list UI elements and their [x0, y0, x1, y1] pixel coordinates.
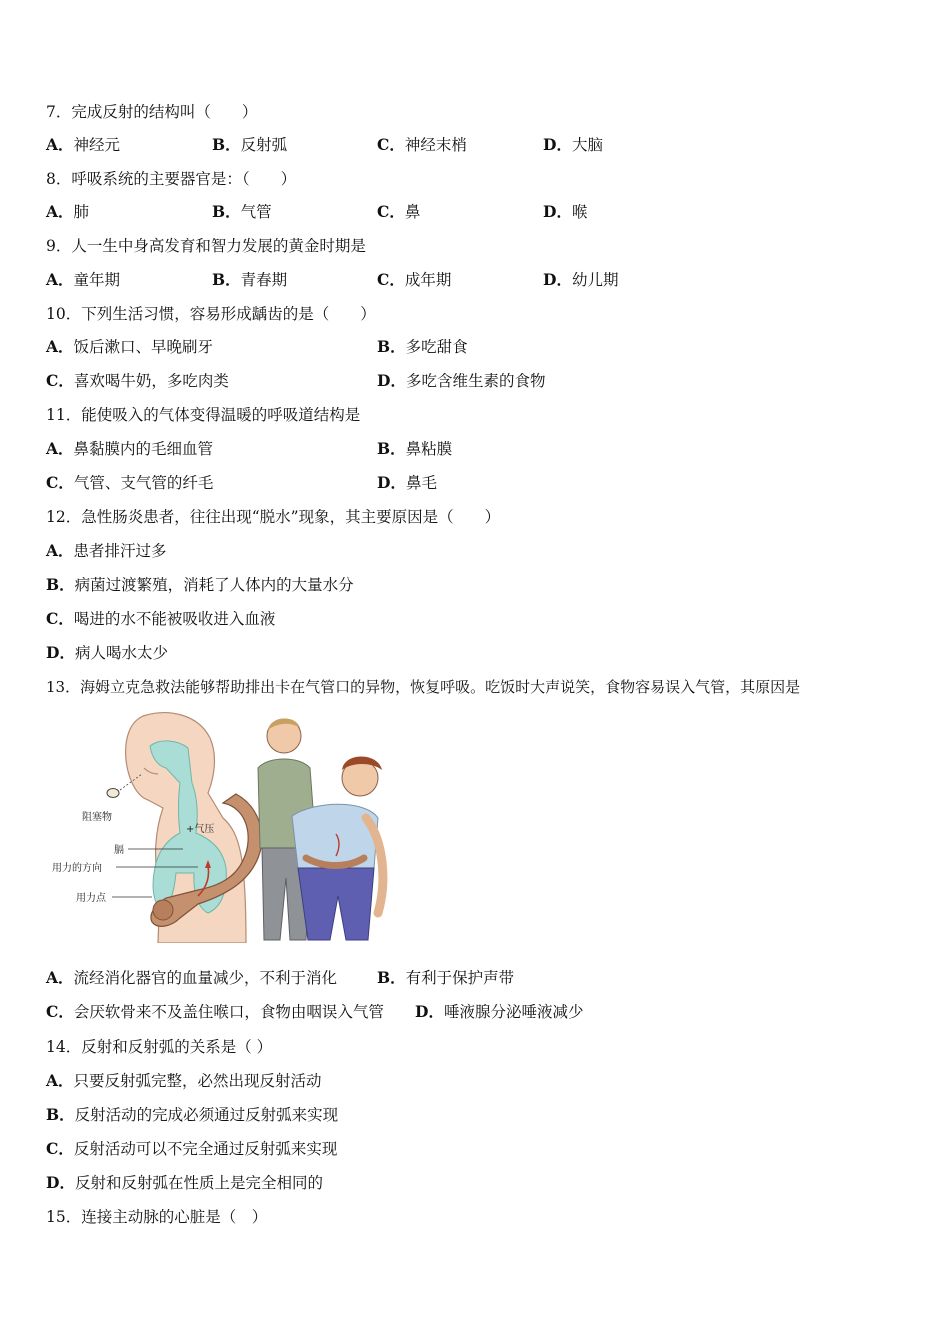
option-b[interactable]: B．病菌过渡繁殖，消耗了人体内的大量水分 — [46, 575, 354, 594]
obstruction-object — [107, 789, 119, 798]
label-force-direction: 用力的方向 — [52, 863, 102, 874]
question-14-stem: 14．反射和反射弧的关系是（ ） — [46, 1038, 273, 1056]
label-pressure: +气压 — [186, 824, 215, 835]
option-a[interactable]: A．鼻黏膜内的毛细血管 — [46, 439, 214, 458]
question-10-stem: 10．下列生活习惯，容易形成龋齿的是（ ） — [46, 305, 376, 323]
rescue-scene — [258, 718, 383, 940]
option-c[interactable]: C．神经末梢 — [377, 135, 467, 154]
option-d[interactable]: D．反射和反射弧在性质上是完全相同的 — [46, 1173, 323, 1192]
option-a[interactable]: A．童年期 — [46, 270, 121, 289]
option-b[interactable]: B．气管 — [212, 202, 272, 221]
option-a[interactable]: A．肺 — [46, 202, 90, 221]
label-force-point: 用力点 — [76, 893, 106, 904]
option-d[interactable]: D．多吃含维生素的食物 — [377, 371, 546, 390]
option-c[interactable]: C．成年期 — [377, 270, 452, 289]
option-a[interactable]: A．只要反射弧完整，必然出现反射活动 — [46, 1071, 322, 1090]
option-d[interactable]: D．幼儿期 — [543, 270, 619, 289]
option-a[interactable]: A．患者排汗过多 — [46, 541, 167, 560]
question-9-stem: 9．人一生中身高发育和智力发展的黄金时期是 — [46, 237, 366, 255]
question-12-stem: 12．急性肠炎患者，往往出现“脱水”现象，其主要原因是（ ） — [46, 508, 501, 526]
option-d[interactable]: D．病人喝水太少 — [46, 643, 168, 662]
option-d[interactable]: D．鼻毛 — [377, 473, 437, 492]
option-b[interactable]: B．反射弧 — [212, 135, 288, 154]
option-c[interactable]: C．喜欢喝牛奶，多吃肉类 — [46, 371, 229, 390]
option-d[interactable]: D．大脑 — [543, 135, 603, 154]
option-c[interactable]: C．喝进的水不能被吸收进入血液 — [46, 609, 276, 628]
anatomy-diagram — [52, 713, 262, 943]
option-a[interactable]: A．神经元 — [46, 135, 121, 154]
question-13-stem: 13．海姆立克急救法能够帮助排出卡在气管口的异物，恢复呼吸。吃饭时大声说笑，食物容易误入气管，其原因是 — [46, 678, 801, 696]
option-b[interactable]: B．多吃甜食 — [377, 337, 468, 356]
question-15-stem: 15．连接主动脉的心脏是（ ） — [46, 1208, 268, 1226]
label-obstruction: 阻塞物 — [82, 812, 112, 823]
option-d[interactable]: D．唾液腺分泌唾液减少 — [415, 1002, 584, 1021]
option-c[interactable]: C．反射活动可以不完全通过反射弧来实现 — [46, 1139, 338, 1158]
option-d[interactable]: D．喉 — [543, 202, 588, 221]
option-c[interactable]: C．气管、支气管的纤毛 — [46, 473, 214, 492]
question-7-stem: 7．完成反射的结构叫（ ） — [46, 103, 258, 121]
victim-pants — [298, 868, 374, 940]
label-diaphragm: 膈 — [114, 845, 124, 856]
heimlich-maneuver-figure — [48, 708, 393, 943]
option-b[interactable]: B．有利于保护声带 — [377, 968, 515, 987]
option-b[interactable]: B．鼻粘膜 — [377, 439, 453, 458]
option-a[interactable]: A．流经消化器官的血量减少，不利于消化 — [46, 968, 338, 987]
rescuer-fist — [153, 900, 173, 920]
option-b[interactable]: B．反射活动的完成必须通过反射弧来实现 — [46, 1105, 339, 1124]
option-c[interactable]: C．鼻 — [377, 202, 421, 221]
question-8-stem: 8．呼吸系统的主要器官是：（ ） — [46, 170, 297, 188]
option-c[interactable]: C．会厌软骨来不及盖住喉口，食物由咽误入气管 — [46, 1002, 384, 1021]
question-11-stem: 11．能使吸入的气体变得温暖的呼吸道结构是 — [46, 406, 361, 424]
option-a[interactable]: A．饭后漱口、早晚刷牙 — [46, 337, 214, 356]
option-b[interactable]: B．青春期 — [212, 270, 288, 289]
